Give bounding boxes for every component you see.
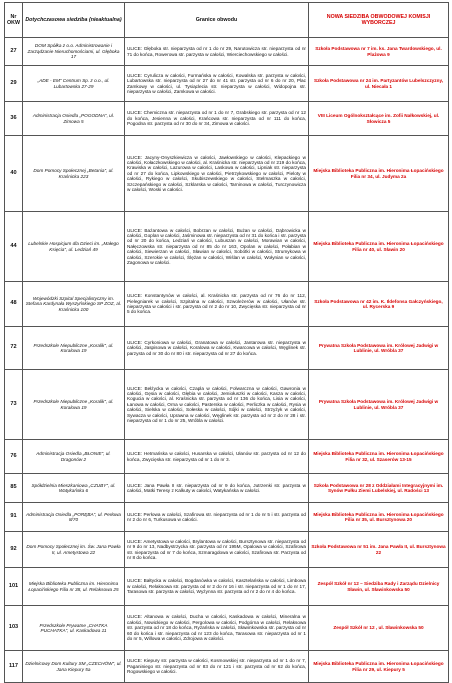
cell-old-location: Przedszkole Prywatne „CHATKA PUCHATKA”, ul. Kaskadowa 11 [23,606,125,651]
cell-number: 103 [5,606,23,651]
header-new-location: NOWA SIEDZIBA OBWODOWEJ KOMISJI WYBORCZEJ [309,3,449,38]
table-header-row [5,3,449,38]
cell-new-location: Prywatna Szkoła Podstawowa im. Królowej Jadwigi w Lublinie, ul. Wróbla 37 [309,370,449,440]
table-row [5,212,449,282]
table-body [5,38,449,683]
cell-number: 27 [5,38,23,66]
cell-new-location: VIII Liceum Ogólnokształcące im. Zofii Nałkowskiej, ul. Słowicza 5 [309,102,449,136]
cell-old-location: Dom Pomocy Społecznej im. Św. Jana Pawła II, ul. Ametystowa 22 [23,532,125,568]
cell-boundaries: ULICE: Bełżycka w całości, Czapla w całości, Folwarczna w całości, Gawronia w całości, Gęsia w całości, Głębia w całości, Jemiołuszki w całości, Kasza w całości, Kogucia w całości, al. Kraśnicka str. parzysta od nr 136 do końca, Lisia w całości, Łanowa w całości, Orna w całości, Pasterska w całości, Perliczka w całości, Rysia w całości, Sielska w całości, Sołeska w całości, Sójki w całości, Strzyżyk w całości, Sywacza w całości, Uprawna w całości, Węglinek str. parzysta od nr 2 do nr 28 i str. nieparzysta od nr 1 do nr 25, Wróbla w całości. [125,370,309,440]
table-row [5,282,449,327]
cell-new-location: Miejska Biblioteka Publiczna im. Hieronima Łopacińskiego Filia nr 35, ul. Bursztynowa 20 [309,503,449,532]
cell-boundaries: ULICE: Perłowa w całości, Szafirowa str. nieparzysta od nr 1 do nr 5 i str. parzysta od nr 2 do nr 6, Turkusowa w całości. [125,503,309,532]
cell-number: 36 [5,102,23,136]
cell-boundaries: ULICE: Konstantynów w całości, al. Kraśnicka str. parzysta od nr 76 do nr 112, Pielegniarek w całości, Szpitalna w całości, Szwoleżerów w całości, Ułanów str. nieparzysta w całości i str. parzysta od nr 2 do nr 10, Zwycięska str. nieparzysta od nr 5 do końca. [125,282,309,327]
cell-old-location: Miejska Biblioteka Publiczna im. Hieronima Łopacińskiego Filia nr 38, ul. Relaksowa 25 [23,568,125,606]
cell-new-location: Miejska Biblioteka Publiczna im. Hieronima Łopacińskiego Filia nr 29, ul. Kiepury 5 [309,651,449,683]
cell-old-location: Przedszkole Niepubliczne „Koralik”, ul. Koralowa 19 [23,370,125,440]
cell-boundaries: ULICE: Głęboka str. nieparzysta od nr 1 do nr 29, Narutowicza str. nieparzysta od nr 71 do końca, Rowerowa str. parzysta w całości, Wierciechowskiego w całości. [125,38,309,66]
table-row [5,474,449,503]
cell-new-location: Szkoła Podstawowa nr 28 z Oddziałami Integracyjnymi im. Synów Pułku Ziemi Lubelskiej, ul. Radości 13 [309,474,449,503]
cell-boundaries: ULICE: Bałtycka w całości, Bogdanówka w całości, Kasztelańska w całości, Limbowa w całości, Relaksowa str. parzysta od nr 2 do nr 16 i str. nieparzysta od nr 1 do nr 17, Tarasowa str. parzysta w całości, Wyżynna str. parzysta od nr 2 do nr 4 do końca. [125,568,309,606]
cell-number: 92 [5,532,23,568]
table-row [5,66,449,102]
cell-old-location: Dom Pomocy Społecznej „Betania”, ul. Kraśnicka 223 [23,136,125,212]
table-row [5,568,449,606]
cell-new-location: Miejska Biblioteka Publiczna im. Hieronima Łopacińskiego Filia nr 32, ul. Szaserów 13-15 [309,440,449,474]
header-number: Nr OKW [5,3,23,38]
table-row [5,38,449,66]
cell-number: 48 [5,282,23,327]
cell-new-location: Szkoła Podstawowa nr 7 im. ks. Jana Twardowskiego, ul. Plażowa 9 [309,38,449,66]
cell-old-location: „ADE - EM” Centrum Sp. z o.o., ul. Lubartowska 27-29 [23,66,125,102]
cell-boundaries: ULICE: Jacyny-Onyszkiewicza w całości, Jawłowskiego w całości, Klepackiego w całości, Kołaczkowskiego w całości, al. Kraśnicka str. nieparzysta od nr 219 do końca, Krawiska w całości, Lazurowa w całości, Laskowa w całości, Lipniak str. nieparzysta od nr 27 do końca, Lipkowskiego w całości, Pietrzykowskiego w całości, Pieloty w całości, Rykiego w całości, Skubiszewskiego w całości, Stelmaszka w całości, Szczepańskiego w całości, Szklarska w całości, Tarninowa w całości, Turczynowicza w całości, Woski w całości. [125,136,309,212]
cell-number: 40 [5,136,23,212]
cell-number: 76 [5,440,23,474]
cell-boundaries: ULICE: Jana Pawła II str. nieparzysta od nr 9 do końca, Jutrzenki str. parzysta w całości, Matki Teresy z Kalkuty w całości, Watykańska w całości. [125,474,309,503]
table-row [5,327,449,370]
cell-old-location: Lubelskie Hospicjum dla Dzieci im. „Małego Księcia”, ul. Ledziań 49 [23,212,125,282]
cell-number: 73 [5,370,23,440]
cell-number: 101 [5,568,23,606]
page [4,2,448,683]
cell-new-location: Miejska Biblioteka Publiczna im. Hieronima Łopacińskiego Filia nr 34, ul. Judyma 2a [309,136,449,212]
cell-boundaries: ULICE: Kiepury str. parzysta w całości, Kosmowskiej str. nieparzysta od nr 1 do nr 7, Paganiniego str. nieparzysta od nr 83 do nr 121 i str. parzysta od nr 62 do końca, Rogowskiego w całości. [125,651,309,683]
cell-new-location: Szkoła Podstawowa nr 42 im. K. Ildefonsa Gałczyńskiego, ul. Rycerska 9 [309,282,449,327]
table-row [5,606,449,651]
table-row [5,440,449,474]
cell-old-location: Administracja Osiedla „POGODNA”, ul. Zimowa 5 [23,102,125,136]
cell-boundaries: ULICE: Cyrulicza w całości, Furmańska w całości, Kowalska str. parzysta w całości, Lubartowska str. nieparzysta od nr 27 do nr 41 str. parzysta od nr 6 do nr 20, Plac Zamkowy w całości, ul. Tysiąclecia str. nieparzysta w całości, Widopojna str. nieparzysta w całości, Zamkowa w całości. [125,66,309,102]
cell-number: 44 [5,212,23,282]
cell-boundaries: ULICE: Cyrkoniowa w całości, Granatowa w całości, Jantarowa str. nieparzysta w całości, Jaspisowa w całości, Koralowa w całości, Kwarcowa w całości, Węglinek str. parzysta od nr 30 do nr 80 i str. nieparzysta od nr 27 do końca. [125,327,309,370]
cell-old-location: Przedszkole Niepubliczne „Koralik”, ul. Koralowa 19 [23,327,125,370]
table-row [5,503,449,532]
cell-number: 91 [5,503,23,532]
cell-old-location: DOM Spółka z o.o. Administrowanie i Zarządzanie Nieruchomościami, ul. Głęboka 17 [23,38,125,66]
header-old-location: Dotychczasowa siedziba (nieaktualna) [23,3,125,38]
table-row [5,102,449,136]
cell-new-location: Zespół Szkół nr 12 – Siedziba Rady i Zarządu Dzielnicy Sławin, ul. Sławinkowska 50 [309,568,449,606]
cell-old-location: Dzielnicowy Dom Kultury SM „CZECHÓW”, ul. Jana Kiepury 5a [23,651,125,683]
cell-new-location: Zespół Szkół nr 12 , ul. Sławinkowska 50 [309,606,449,651]
table-row [5,532,449,568]
cell-boundaries: ULICE: Altanowa w całości, Ducha w całości, Kaskadowa w całości, Mineralna w całości, Nowickiego w całości, Pergolowa w całości, Podgórna w całości, Relaksowa str. parzysta od nr 18 do końca, Ryżańska w całości, Sławinkowska str. parzysta od nr 60 do końca i str. nieparzysta od nr 123 do końca, Tarasowa str. nieparzysta od nr 1 do nr 5, Willowa w całości, Zdrojowa w całości. [125,606,309,651]
cell-number: 85 [5,474,23,503]
cell-new-location: Szkoła Podstawowa nr 51 im. Jana Pawła II, ul. Bursztynowa 22 [309,532,449,568]
cell-number: 117 [5,651,23,683]
cell-number: 72 [5,327,23,370]
cell-number: 29 [5,66,23,102]
cell-old-location: Wojewódzki Szpital Specjalistyczny im. Stefana Kardynała Wyszyńskiego SP ZOZ, al. Kraśnicka 100 [23,282,125,327]
cell-boundaries: ULICE: Bażantowa w całości, Bobrzan w całości, Bużan w całości, Dąbrowicka w całości, Goplan w całości, Jaśminowa str. nieparzysta od nr 31 do końca i str. parzysta od nr 20 do końca, Ledziań w całości, Lubuszan w całości, Morawian w całości, Nałęczowska str. nieparzysta od nr 85 do nr 163, Opolan w całości, Połabian w całości, Siewierzan w całości, Sławian w całości, Sobótki w całości, Strumykowa w całości, Szerokie w całości, Ślężan w całości, Wiślan w całości, Wołynian w całości, Zagonowa w całości. [125,212,309,282]
table-row [5,370,449,440]
cell-boundaries: ULICE: Chemiczna str. nieparzysta od nr 1 do nr 7, Grabskiego str. parzysta od nr 12 do końca, Jesienna w całości, Krańcowa str. nieparzysta od nr 111 do końca, Pogodna str. parzysta od nr 30 do nr 34, Zimowa w całości. [125,102,309,136]
header-boundaries: Granice obwodu [125,3,309,38]
cell-old-location: Spółdzielnia Mieszkaniowa „CZUBY”, ul. Watykańska 6 [23,474,125,503]
polling-station-table [4,2,449,683]
cell-old-location: Administracja Osiedla „BŁONIE”, ul. Dragonów 2 [23,440,125,474]
table-row [5,136,449,212]
cell-boundaries: ULICE: Ametystowa w całości, Brylantowa w całości, Bursztynowa str. nieparzysta od nr 9 do nr 13, Nadbystrzycka str. parzysta od nr 195M, Opalowa w całości, Szafirowa str. nieparzysta od nr 7 do końca, Szmaragdowa w całości, Szafirowa str. Parzysta od nr 8 do końca. [125,532,309,568]
table-row [5,651,449,683]
cell-new-location: Szkoła Podstawowa nr 24 im. Partyzantów Lubelszczyzny, ul. Niecała 1 [309,66,449,102]
cell-new-location: Prywatna Szkoła Podstawowa im. Królowej Jadwigi w Lublinie, ul. Wróbla 37 [309,327,449,370]
cell-old-location: Administracja Osiedla „PORĘBA”, ul. Perłowa 8/70 [23,503,125,532]
cell-boundaries: ULICE: Hetmańska w całości, Husarska w całości, Ułanów str. parzysta od nr 12 do końca, Zwycięska str. nieparzysta od nr 1 do nr 3. [125,440,309,474]
cell-new-location: Miejska Biblioteka Publiczna im. Hieronima Łopacińskiego Filia nr 40, ul. Sławin 20 [309,212,449,282]
